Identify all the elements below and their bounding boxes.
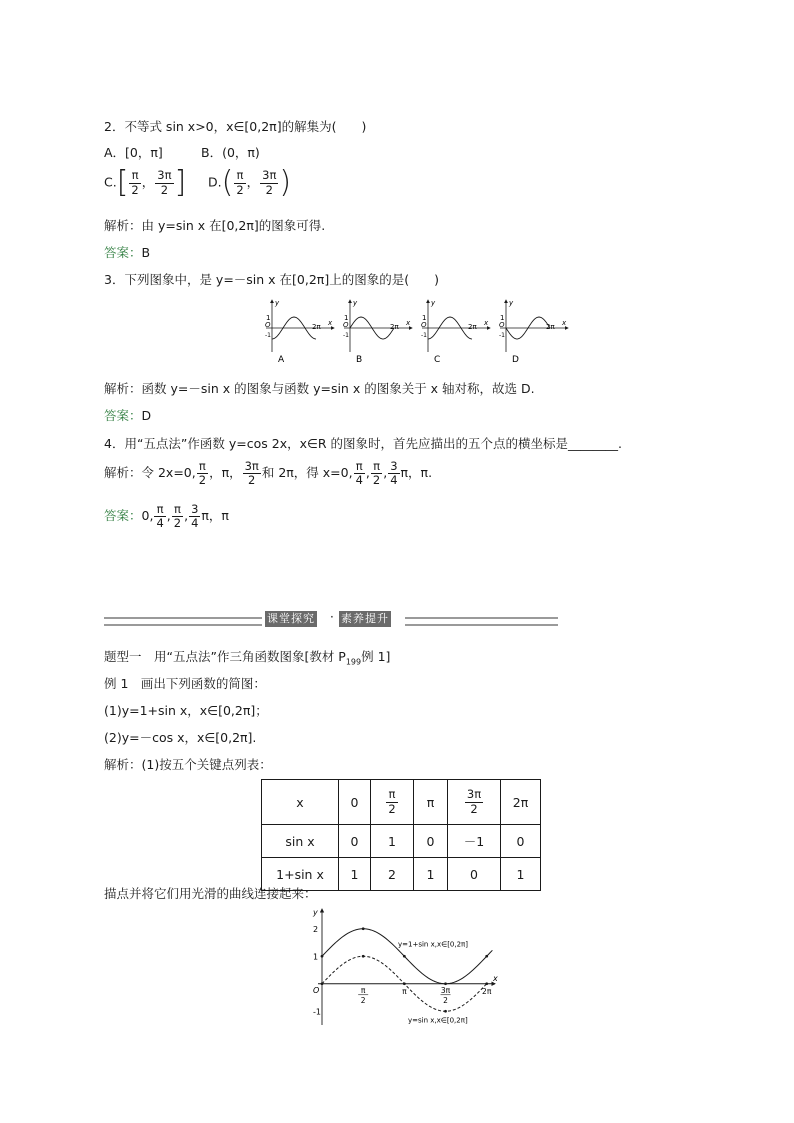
data-point [362, 927, 365, 930]
tick-neg-one: -1 [343, 332, 349, 339]
y-label: y [431, 299, 436, 307]
fraction: $\frac{\pi}{2}$ [236, 168, 244, 197]
table-row [262, 825, 541, 858]
series-line [322, 929, 492, 984]
data-point [321, 982, 324, 985]
answer-label: 答案： [104, 508, 142, 524]
q2-analysis: 解析：由 y=sin x 在[0,2π]的图象可得. [104, 218, 326, 233]
x-tick-label: π [360, 985, 366, 995]
tick-one: 1 [500, 314, 505, 322]
x-label: x [406, 319, 411, 327]
tick-two-pi: 2π [546, 323, 555, 331]
table-cell: $\frac{\pi}{2}$ [371, 780, 414, 825]
x-label: x [562, 319, 567, 327]
q3-answer: 答案：D [104, 408, 152, 423]
tick-one: 1 [422, 314, 427, 322]
table-cell: 1 [414, 858, 448, 891]
solution-intro: 解析：(1)按五个关键点列表： [104, 757, 272, 772]
y-tick-label: -1 [313, 1007, 321, 1017]
data-point [444, 1010, 447, 1013]
table-cell: 0 [448, 858, 501, 891]
answer-label: 答案： [104, 408, 142, 423]
table-cell: π [414, 780, 448, 825]
fraction: $\frac{3}{4}$ [191, 502, 199, 531]
banner-left: 课堂探究 [267, 612, 315, 625]
sine-chart [300, 905, 510, 1030]
q2-answer: 答案：B [104, 245, 151, 260]
data-point [321, 955, 324, 958]
banner-right: 素养提升 [341, 612, 389, 625]
series-label: y=1+sin x,x∈[0,2π] [398, 940, 468, 949]
table-cell: 2 [371, 858, 414, 891]
x-label: x [328, 319, 333, 327]
origin-label: O [421, 321, 427, 329]
table-cell: sin x [262, 825, 339, 858]
example-item-2: (2)y=－cos x，x∈[0,2π]. [104, 730, 257, 745]
tick-two-pi: 2π [468, 323, 477, 331]
tick-two-pi: 2π [390, 323, 399, 331]
data-point [485, 982, 488, 985]
fraction: $\frac{\pi}{4}$ [156, 502, 164, 531]
banner-rule-left [104, 617, 262, 626]
table-cell: －1 [448, 825, 501, 858]
tick-two-pi: 2π [312, 323, 321, 331]
y-label: y [353, 299, 358, 307]
table-cell: 1 [339, 858, 371, 891]
series-label: y=sin x,x∈[0,2π] [408, 1016, 468, 1025]
table-row [262, 780, 541, 825]
data-point [485, 955, 488, 958]
x-label: x [484, 319, 489, 327]
y-label: y [275, 299, 280, 307]
x-tick-label: π [402, 986, 407, 996]
fraction: $\frac{\pi}{2}$ [131, 168, 139, 197]
q2-option-a: A．[0，π] [104, 145, 163, 160]
table-cell: 0 [414, 825, 448, 858]
topic-title: 题型一 用“五点法”作三角函数图象[教材 $P_{199}$例 1] [104, 649, 391, 667]
data-point [362, 955, 365, 958]
fraction: $\frac{\pi}{2}$ [372, 459, 381, 488]
x-tick-label: 2π [482, 986, 492, 996]
fraction: $\frac{3\pi}{2}$ [244, 459, 259, 488]
q4-analysis: 解析：令 2x=0, $\frac{\pi}{2}$ ，π， $\frac{3\pi}{2}$ 和 2π，得 x=0, $\frac{\pi}{4}$ , $\frac{\pi}{2}$ , $\frac{3}{4}$ π，π. [104, 459, 433, 488]
q4-stem: 4．用“五点法”作函数 y=cos 2x，x∈R 的图象时，首先应描出的五个点的横坐标是________. [104, 436, 623, 451]
y-tick-label: 2 [313, 924, 319, 934]
graph-label: D [512, 355, 519, 365]
fraction: $\frac{3}{4}$ [390, 459, 398, 488]
origin-label: O [265, 321, 271, 329]
graph-group [265, 299, 568, 365]
graph-c [421, 299, 490, 365]
origin-label: O [313, 985, 320, 995]
tick-one: 1 [344, 314, 349, 322]
graph-d [499, 299, 568, 365]
answer-label: 答案： [104, 245, 142, 260]
origin-label: O [499, 321, 505, 329]
table-cell: 2π [501, 780, 541, 825]
y-axis-label: y [313, 908, 318, 917]
table-cell: 0 [501, 825, 541, 858]
x-axis-label: x [493, 973, 498, 983]
tick-neg-one: -1 [499, 332, 505, 339]
fraction: $\frac{3\pi}{2}$ [157, 168, 172, 197]
table-cell: 1 [371, 825, 414, 858]
graph-label: C [434, 355, 441, 365]
q3-graphs [260, 296, 570, 366]
table-cell: $\frac{3\pi}{2}$ [448, 780, 501, 825]
data-point [403, 955, 406, 958]
q2-option-c: C.[ $\frac{\pi}{2}$ ， $\frac{3\pi}{2}$ ] [104, 165, 187, 200]
table-cell: x [262, 780, 339, 825]
plot-instruction: 描点并将它们用光滑的曲线连接起来： [104, 886, 317, 901]
table-cell: 1+sin x [262, 858, 339, 891]
graph-b [343, 299, 412, 365]
fraction: $\frac{\pi}{2}$ [173, 502, 182, 531]
x-tick-label: 3π [440, 985, 451, 995]
y-tick-label: 1 [313, 952, 319, 962]
fraction: $\frac{3\pi}{2}$ [262, 168, 277, 197]
graph-label: B [356, 355, 363, 365]
banner-rule-right [405, 617, 558, 626]
data-point [444, 982, 447, 985]
fraction: $\frac{\pi}{2}$ [198, 459, 207, 488]
fraction: $\frac{\pi}{4}$ [355, 459, 363, 488]
q3-analysis: 解析：函数 y=－sin x 的图象与函数 y=sin x 的图象关于 x 轴对称，故选 D. [104, 381, 535, 396]
tick-one: 1 [266, 314, 271, 322]
table-cell: 0 [339, 825, 371, 858]
q3-stem: 3．下列图象中，是 y=－sin x 在[0,2π]上的图象的是( ) [104, 272, 439, 287]
graph-a [265, 299, 334, 365]
banner-dot: · [330, 610, 334, 624]
table-cell: 0 [339, 780, 371, 825]
key-points-table [261, 779, 541, 891]
tick-neg-one: -1 [265, 332, 271, 339]
y-label: y [509, 299, 514, 307]
x-tick-label: 2 [443, 995, 448, 1005]
q2-option-b: B．(0，π) [201, 145, 260, 160]
origin-label: O [343, 321, 349, 329]
table-cell: 1 [501, 858, 541, 891]
example-heading: 例 1 画出下列函数的简图： [104, 676, 266, 691]
data-point [403, 982, 406, 985]
q2-stem: 2．不等式 sin x>0，x∈[0,2π]的解集为( ) [104, 119, 367, 134]
q4-answer: 答案：0, $\frac{\pi}{4}$ , $\frac{\pi}{2}$ , $\frac{3}{4}$ π，π [104, 502, 229, 531]
graph-label: A [278, 355, 285, 365]
q2-option-d: D.( $\frac{\pi}{2}$ ， $\frac{3\pi}{2}$ ) [208, 165, 292, 200]
x-tick-label: 2 [360, 995, 366, 1005]
tick-neg-one: -1 [421, 332, 427, 339]
example-item-1: (1)y=1+sin x，x∈[0,2π]； [104, 703, 268, 718]
